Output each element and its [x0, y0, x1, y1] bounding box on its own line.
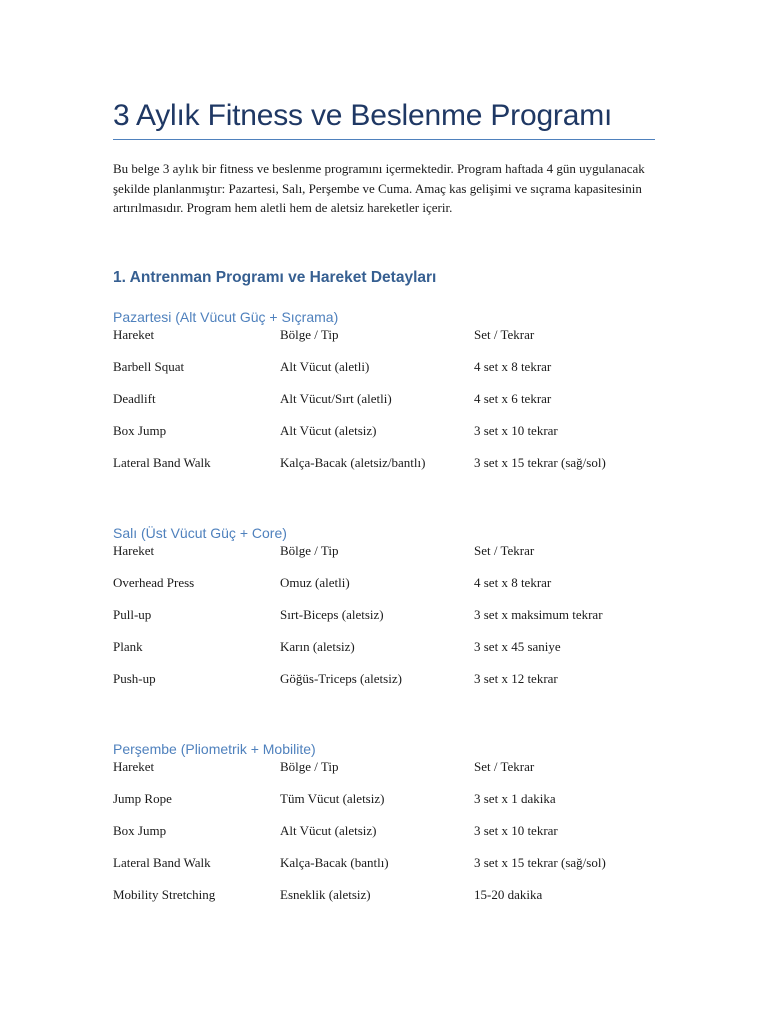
cell-region: Omuz (aletli) [280, 575, 350, 590]
header-sets: Set / Tekrar [474, 759, 535, 774]
table-row [113, 886, 673, 918]
day-heading-tuesday: Salı (Üst Vücut Güç + Core) [113, 525, 287, 541]
cell-exercise: Lateral Band Walk [113, 855, 211, 870]
day-block-monday [113, 307, 673, 486]
table-row [113, 358, 673, 390]
cell-exercise: Pull-up [113, 607, 152, 622]
cell-sets: 4 set x 6 tekrar [474, 391, 552, 406]
cell-exercise: Push-up [113, 671, 156, 686]
cell-region: Kalça-Bacak (bantlı) [280, 855, 389, 870]
cell-region: Alt Vücut (aletsiz) [280, 823, 377, 838]
table-row [113, 606, 673, 638]
cell-exercise: Lateral Band Walk [113, 455, 211, 470]
table-row [113, 790, 673, 822]
header-exercise: Hareket [113, 759, 155, 774]
table-row [113, 454, 673, 486]
cell-exercise: Deadlift [113, 391, 156, 406]
cell-exercise: Barbell Squat [113, 359, 185, 374]
header-region: Bölge / Tip [280, 543, 339, 558]
header-sets: Set / Tekrar [474, 543, 535, 558]
header-exercise: Hareket [113, 543, 155, 558]
table-header-row [113, 758, 673, 790]
day-heading-thursday: Perşembe (Pliometrik + Mobilite) [113, 741, 316, 757]
cell-region: Sırt-Biceps (aletsiz) [280, 607, 384, 622]
day-heading-monday: Pazartesi (Alt Vücut Güç + Sıçrama) [113, 309, 339, 325]
table-row [113, 854, 673, 886]
cell-sets: 3 set x 10 tekrar [474, 823, 558, 838]
header-exercise: Hareket [113, 327, 155, 342]
cell-region: Esneklik (aletsiz) [280, 887, 371, 902]
day-block-thursday [113, 739, 673, 918]
cell-region: Karın (aletsiz) [280, 639, 355, 654]
table-row [113, 638, 673, 670]
header-sets: Set / Tekrar [474, 327, 535, 342]
table-row [113, 574, 673, 606]
intro-paragraph: Bu belge 3 aylık bir fitness ve beslenme programını içermektedir. Program haftada 4 gün uygulanacak şekilde planlanmıştır: Pazartesi, Salı, Perşembe ve Cuma. Amaç kas gelişimi ve sıçrama kapasitesinin artırılmasıdır. Program hem aletli hem de aletsiz hareketler içerir. [113, 161, 645, 215]
cell-exercise: Mobility Stretching [113, 887, 216, 902]
cell-sets: 3 set x 1 dakika [474, 791, 556, 806]
cell-region: Kalça-Bacak (aletsiz/bantlı) [280, 455, 426, 470]
cell-sets: 4 set x 8 tekrar [474, 575, 552, 590]
table-row [113, 422, 673, 454]
title-divider [113, 139, 655, 140]
header-region: Bölge / Tip [280, 327, 339, 342]
section-heading-training: 1. Antrenman Programı ve Hareket Detayları [113, 269, 437, 286]
cell-sets: 3 set x 45 saniye [474, 639, 561, 654]
cell-exercise: Plank [113, 639, 143, 654]
table-header-row [113, 326, 673, 358]
cell-region: Alt Vücut/Sırt (aletli) [280, 391, 392, 406]
cell-sets: 3 set x maksimum tekrar [474, 607, 603, 622]
cell-exercise: Jump Rope [113, 791, 172, 806]
cell-region: Göğüs-Triceps (aletsiz) [280, 671, 402, 686]
table-row [113, 670, 673, 702]
cell-exercise: Box Jump [113, 823, 167, 838]
table-row [113, 390, 673, 422]
table-header-row [113, 542, 673, 574]
cell-region: Alt Vücut (aletli) [280, 359, 370, 374]
cell-exercise: Box Jump [113, 423, 167, 438]
cell-sets: 3 set x 15 tekrar (sağ/sol) [474, 455, 606, 470]
cell-region: Alt Vücut (aletsiz) [280, 423, 377, 438]
cell-exercise: Overhead Press [113, 575, 195, 590]
header-region: Bölge / Tip [280, 759, 339, 774]
day-block-tuesday [113, 523, 673, 702]
cell-sets: 15-20 dakika [474, 887, 543, 902]
cell-sets: 3 set x 10 tekrar [474, 423, 558, 438]
cell-region: Tüm Vücut (aletsiz) [280, 791, 385, 806]
cell-sets: 3 set x 15 tekrar (sağ/sol) [474, 855, 606, 870]
cell-sets: 4 set x 8 tekrar [474, 359, 552, 374]
table-row [113, 822, 673, 854]
page-title: 3 Aylık Fitness ve Beslenme Programı [113, 99, 613, 132]
cell-sets: 3 set x 12 tekrar [474, 671, 558, 686]
